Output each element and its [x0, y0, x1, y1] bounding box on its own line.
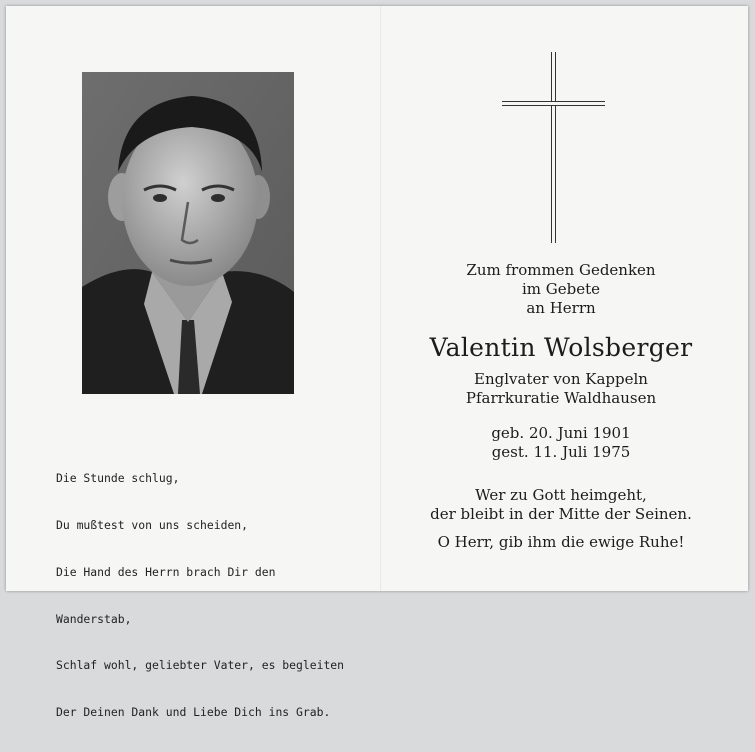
portrait-illustration	[82, 72, 294, 394]
role-line: Pfarrkuratie Waldhausen	[465, 389, 657, 407]
life-dates	[396, 424, 726, 462]
quote-line: Wer zu Gott heimgeht,	[475, 486, 647, 504]
poem-line: Die Hand des Herrn brach Dir den	[56, 564, 276, 579]
poem-line: Wanderstab,	[56, 611, 132, 626]
memorial-card	[6, 6, 748, 720]
dedication-line: im Gebete	[521, 280, 601, 298]
dedication-line: Zum frommen Gedenken	[466, 261, 656, 279]
dedication-line: an Herrn	[526, 299, 596, 317]
poem-line: Der Deinen Dank und Liebe Dich ins Grab.	[56, 705, 331, 720]
portrait-photo	[82, 72, 294, 394]
dedication	[396, 261, 726, 318]
deceased-name: Valentin Wolsberger	[429, 333, 693, 362]
poem-line: Schlaf wohl, geliebter Vater, es begleiten	[56, 658, 345, 673]
poem-line: Du mußtest von uns scheiden,	[56, 517, 249, 532]
poem-line: Die Stunde schlug,	[56, 471, 180, 486]
cross-icon-bar	[502, 101, 605, 106]
prayer: O Herr, gib ihm die ewige Ruhe!	[437, 533, 685, 551]
deceased-roles	[396, 370, 726, 408]
death-date: gest. 11. Juli 1975	[491, 443, 631, 461]
poem-text	[56, 440, 376, 752]
birth-date: geb. 20. Juni 1901	[491, 424, 631, 442]
role-line: Englvater von Kappeln	[474, 370, 648, 388]
card-fold	[380, 6, 382, 591]
cross-icon	[551, 52, 556, 243]
quote	[396, 486, 726, 524]
quote-line: der bleibt in der Mitte der Seinen.	[430, 505, 692, 523]
